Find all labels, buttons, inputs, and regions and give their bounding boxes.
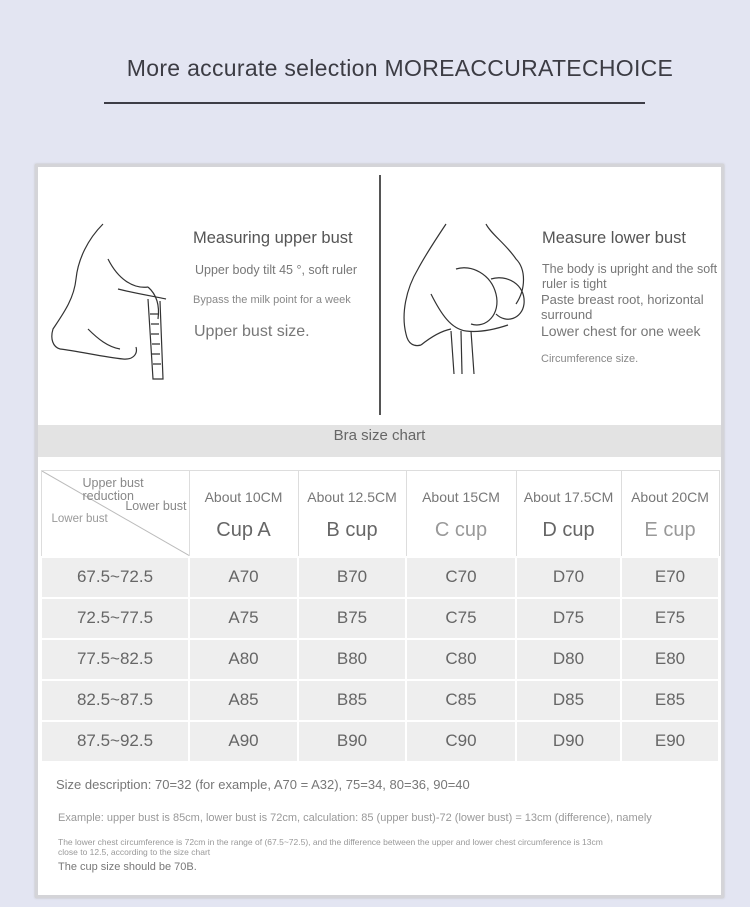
size-cell: A80 <box>189 639 298 680</box>
column-header-d <box>516 471 621 557</box>
size-cell: A90 <box>189 721 298 762</box>
chart-title-band <box>38 425 721 457</box>
bra-size-table <box>40 470 720 763</box>
size-cell: D75 <box>516 598 621 639</box>
column-about: About 12.5CM <box>307 488 397 505</box>
column-about: About 17.5CM <box>523 488 614 505</box>
corner-lower-label: Lower bust <box>51 513 108 525</box>
table-row <box>41 721 719 762</box>
size-cell: B85 <box>298 680 406 721</box>
chart-title: Bra size chart <box>333 427 426 444</box>
size-cell: B90 <box>298 721 406 762</box>
size-cell: D90 <box>516 721 621 762</box>
row-range: 87.5~92.5 <box>41 721 189 762</box>
conclusion-note: The cup size should be 70B. <box>58 861 197 873</box>
upper-bust-title: Measuring upper bust <box>193 229 353 247</box>
size-cell: C85 <box>406 680 516 721</box>
size-cell: D80 <box>516 639 621 680</box>
lower-bust-step-1: The body is upright and the soft ruler is tight <box>542 262 718 291</box>
column-cup: D cup <box>542 518 595 541</box>
size-cell: C80 <box>406 639 516 680</box>
table-row <box>41 639 719 680</box>
size-guide-card <box>35 164 724 898</box>
size-cell: B70 <box>298 557 406 598</box>
size-cell: D70 <box>516 557 621 598</box>
size-cell: C75 <box>406 598 516 639</box>
size-cell: C70 <box>406 557 516 598</box>
column-header-a <box>189 471 298 557</box>
table-row <box>41 680 719 721</box>
heading-underline <box>104 102 645 104</box>
corner-upper-label: Upper bust reduction <box>82 476 144 503</box>
size-cell: E70 <box>621 557 719 598</box>
column-cup: B cup <box>326 518 378 541</box>
example-note: Example: upper bust is 85cm, lower bust is 72cm, calculation: 85 (upper bust)-72 (lower bust) = 13cm (difference), namely <box>58 812 652 824</box>
table-row <box>41 598 719 639</box>
table-row <box>41 557 719 598</box>
row-range: 82.5~87.5 <box>41 680 189 721</box>
table-corner-cell <box>41 471 189 557</box>
row-range: 72.5~77.5 <box>41 598 189 639</box>
lower-bust-step-4: Circumference size. <box>541 353 639 365</box>
page-heading: More accurate selection MOREACCURATECHOICE <box>126 55 674 81</box>
size-cell: A70 <box>189 557 298 598</box>
column-header-c <box>406 471 516 557</box>
lower-bust-step-2: Paste breast root, horizontal surround <box>541 292 704 322</box>
upper-bust-illustration <box>48 219 173 384</box>
size-cell: E80 <box>621 639 719 680</box>
section-divider <box>379 175 381 415</box>
column-cup: Cup A <box>216 518 271 541</box>
row-range: 67.5~72.5 <box>41 557 189 598</box>
corner-mid-label: Lower bust <box>125 499 187 513</box>
example-detail-note: The lower chest circumference is 72cm in the range of (67.5~72.5), and the difference between the upper and lower chest circumference is 13cm close to 12.5, according to the size chart <box>58 837 603 857</box>
column-cup: C cup <box>434 518 488 541</box>
size-cell: E90 <box>621 721 719 762</box>
size-cell: A75 <box>189 598 298 639</box>
upper-bust-step-1: Upper body tilt 45 °, soft ruler <box>195 263 358 277</box>
column-about: About 15CM <box>422 488 500 505</box>
size-cell: C90 <box>406 721 516 762</box>
size-cell: A85 <box>189 680 298 721</box>
lower-bust-illustration <box>396 219 536 379</box>
size-description-note: Size description: 70=32 (for example, A70 = A32), 75=34, 80=36, 90=40 <box>56 777 470 792</box>
column-cup: E cup <box>644 518 696 541</box>
lower-bust-title: Measure lower bust <box>542 229 686 247</box>
size-cell: E85 <box>621 680 719 721</box>
size-cell: E75 <box>621 598 719 639</box>
column-header-e <box>621 471 719 557</box>
row-range: 77.5~82.5 <box>41 639 189 680</box>
column-header-b <box>298 471 406 557</box>
lower-bust-step-3: Lower chest for one week <box>541 323 701 339</box>
upper-bust-step-2: Bypass the milk point for a week <box>193 294 351 306</box>
column-about: About 20CM <box>631 488 709 505</box>
size-cell: B80 <box>298 639 406 680</box>
upper-bust-step-3: Upper bust size. <box>194 323 310 340</box>
column-about: About 10CM <box>204 488 283 505</box>
table-header-row <box>41 471 719 557</box>
size-cell: D85 <box>516 680 621 721</box>
size-cell: B75 <box>298 598 406 639</box>
